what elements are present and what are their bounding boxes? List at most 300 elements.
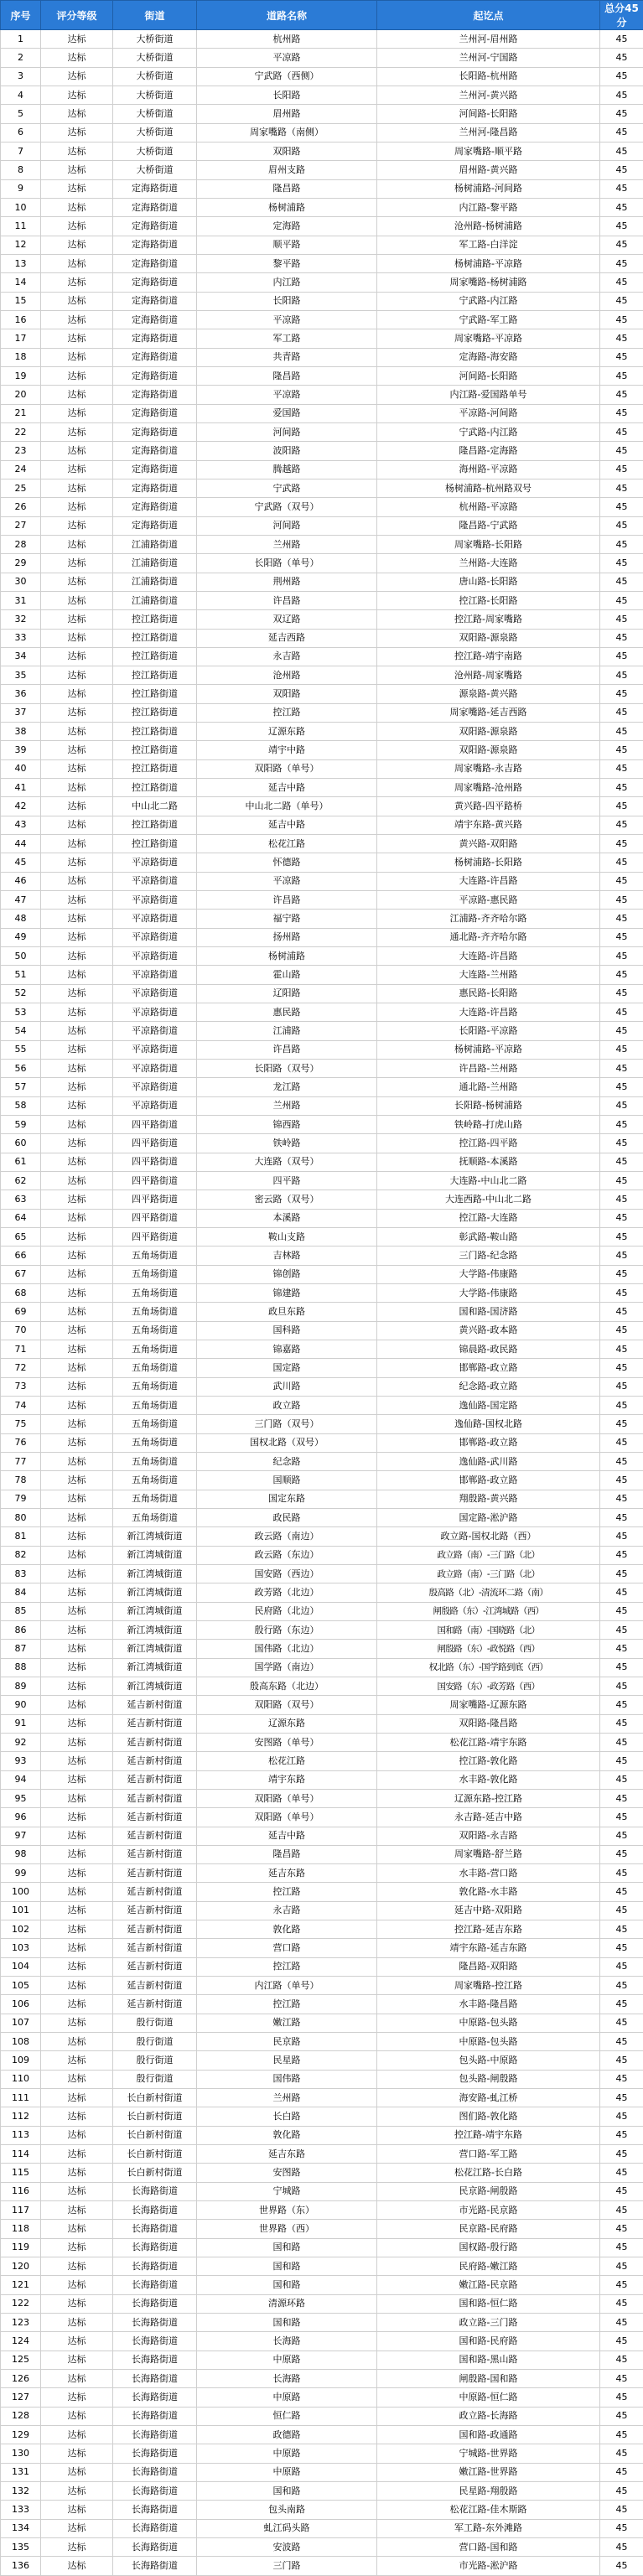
street-cell: 五角场街道	[113, 1321, 197, 1340]
start-end-cell: 周家嘴路-永吉路	[377, 759, 600, 778]
start-end-cell: 国定路-淞沪路	[377, 1508, 600, 1526]
grade-cell: 达标	[41, 2557, 113, 2575]
street-cell: 长海路街道	[113, 2501, 197, 2519]
road-name-cell: 国定东路	[197, 1490, 377, 1508]
table-row	[1, 2332, 643, 2351]
score-cell: 45	[600, 2051, 643, 2070]
road-name-cell: 靖宇中路	[197, 741, 377, 759]
score-cell: 45	[600, 2444, 643, 2463]
grade-cell: 达标	[41, 86, 113, 104]
table-row	[1, 479, 643, 497]
road-name-cell: 虬江码头路	[197, 2519, 377, 2537]
score-cell: 45	[600, 984, 643, 1003]
street-cell: 长海路街道	[113, 2351, 197, 2369]
score-cell: 45	[600, 966, 643, 984]
grade-cell: 达标	[41, 1620, 113, 1639]
index-cell: 14	[1, 273, 41, 292]
header-cell-score: 总分45分	[600, 1, 643, 30]
start-end-cell: 殷高路（北）-清流环二路（南）	[377, 1583, 600, 1602]
score-cell: 45	[600, 1265, 643, 1283]
grade-cell: 达标	[41, 2519, 113, 2537]
score-cell: 45	[600, 2501, 643, 2519]
index-cell: 62	[1, 1172, 41, 1190]
table-row	[1, 2033, 643, 2051]
street-cell: 平凉路街道	[113, 984, 197, 1003]
table-row	[1, 273, 643, 292]
table-row	[1, 1658, 643, 1677]
start-end-cell: 周家嘴路-顺平路	[377, 142, 600, 160]
index-cell: 20	[1, 386, 41, 404]
score-cell: 45	[600, 49, 643, 67]
table-row	[1, 1134, 643, 1153]
grade-cell: 达标	[41, 348, 113, 366]
score-cell: 45	[600, 86, 643, 104]
start-end-cell: 隆昌路-宁武路	[377, 516, 600, 535]
score-cell: 45	[600, 498, 643, 516]
road-name-cell: 长阳路	[197, 292, 377, 310]
start-end-cell: 宁武路-内江路	[377, 422, 600, 441]
road-name-cell: 平凉路	[197, 872, 377, 890]
grade-cell: 达标	[41, 254, 113, 272]
road-name-cell: 共青路	[197, 348, 377, 366]
street-cell: 大桥街道	[113, 30, 197, 49]
grade-cell: 达标	[41, 816, 113, 834]
start-end-cell: 靖宇东路-延吉东路	[377, 1939, 600, 1957]
index-cell: 66	[1, 1247, 41, 1265]
grade-cell: 达标	[41, 142, 113, 160]
start-end-cell: 控江路-靖宇东路	[377, 2126, 600, 2144]
street-cell: 五角场街道	[113, 1415, 197, 1433]
grade-cell: 达标	[41, 1714, 113, 1733]
road-name-cell: 国和路	[197, 2314, 377, 2332]
table-row	[1, 1096, 643, 1115]
street-cell: 长海路街道	[113, 2519, 197, 2537]
grade-cell: 达标	[41, 2033, 113, 2051]
table-row	[1, 1696, 643, 1714]
grade-cell: 达标	[41, 2220, 113, 2238]
table-row	[1, 1995, 643, 2014]
score-cell: 45	[600, 1789, 643, 1807]
index-cell: 85	[1, 1602, 41, 1620]
grade-cell: 达标	[41, 591, 113, 609]
score-cell: 45	[600, 516, 643, 535]
start-end-cell: 军工路-东外滩路	[377, 2519, 600, 2537]
score-cell: 45	[600, 1752, 643, 1770]
table-row	[1, 2370, 643, 2388]
start-end-cell: 闸殷路（东）-江湾城路（西）	[377, 1602, 600, 1620]
score-cell: 45	[600, 2238, 643, 2257]
street-cell: 平凉路街道	[113, 872, 197, 890]
index-cell: 83	[1, 1564, 41, 1583]
table-row	[1, 759, 643, 778]
index-cell: 125	[1, 2351, 41, 2369]
header-row	[1, 1, 643, 30]
street-cell: 延吉新村街道	[113, 1827, 197, 1845]
table-row	[1, 535, 643, 553]
start-end-cell: 逸仙路-国定路	[377, 1396, 600, 1414]
index-cell: 47	[1, 891, 41, 910]
road-name-cell: 世界路（西）	[197, 2220, 377, 2238]
start-end-cell: 翔殷路-黄兴路	[377, 1490, 600, 1508]
grade-cell: 达标	[41, 2145, 113, 2164]
table-row	[1, 1901, 643, 1920]
table-row	[1, 1583, 643, 1602]
table-row	[1, 404, 643, 422]
index-cell: 79	[1, 1490, 41, 1508]
street-cell: 大桥街道	[113, 161, 197, 179]
road-name-cell: 锦创路	[197, 1265, 377, 1283]
table-row	[1, 554, 643, 573]
street-cell: 定海路街道	[113, 460, 197, 479]
start-end-cell: 三门路-纪念路	[377, 1247, 600, 1265]
index-cell: 50	[1, 947, 41, 966]
table-row	[1, 460, 643, 479]
header-cell-index: 序号	[1, 1, 41, 30]
score-cell: 45	[600, 535, 643, 553]
table-row	[1, 2051, 643, 2070]
index-cell: 28	[1, 535, 41, 553]
index-cell: 3	[1, 67, 41, 86]
street-cell: 五角场街道	[113, 1490, 197, 1508]
start-end-cell: 松花江路-靖宇东路	[377, 1733, 600, 1751]
street-cell: 延吉新村街道	[113, 1995, 197, 2014]
start-end-cell: 控江路-敦化路	[377, 1752, 600, 1770]
score-cell: 45	[600, 703, 643, 722]
street-cell: 四平路街道	[113, 1116, 197, 1134]
index-cell: 34	[1, 647, 41, 666]
road-name-cell: 河间路	[197, 422, 377, 441]
road-name-cell: 国和路	[197, 2238, 377, 2257]
header-cell-grade: 评分等级	[41, 1, 113, 30]
score-cell: 45	[600, 591, 643, 609]
score-cell: 45	[600, 366, 643, 385]
header-cell-start-end: 起讫点	[377, 1, 600, 30]
grade-cell: 达标	[41, 1228, 113, 1247]
start-end-cell: 控江路-周家嘴路	[377, 610, 600, 629]
grade-cell: 达标	[41, 703, 113, 722]
start-end-cell: 民星路-翔殷路	[377, 2481, 600, 2500]
table-row	[1, 254, 643, 272]
street-cell: 新江湾城街道	[113, 1546, 197, 1564]
header-cell-road-name: 道路名称	[197, 1, 377, 30]
grade-cell: 达标	[41, 2463, 113, 2481]
index-cell: 122	[1, 2294, 41, 2313]
grade-cell: 达标	[41, 49, 113, 67]
table-row	[1, 498, 643, 516]
street-cell: 五角场街道	[113, 1471, 197, 1490]
grade-cell: 达标	[41, 1508, 113, 1526]
grade-cell: 达标	[41, 1527, 113, 1546]
index-cell: 130	[1, 2444, 41, 2463]
grade-cell: 达标	[41, 759, 113, 778]
street-cell: 五角场街道	[113, 1508, 197, 1526]
start-end-cell: 宁城路-世界路	[377, 2444, 600, 2463]
index-cell: 63	[1, 1190, 41, 1209]
score-cell: 45	[600, 1209, 643, 1227]
index-cell: 31	[1, 591, 41, 609]
road-name-cell: 四平路	[197, 1172, 377, 1190]
index-cell: 54	[1, 1022, 41, 1040]
table-row	[1, 1265, 643, 1283]
table-row	[1, 703, 643, 722]
grade-cell: 达标	[41, 910, 113, 928]
table-row	[1, 1490, 643, 1508]
table-row	[1, 123, 643, 142]
index-cell: 116	[1, 2182, 41, 2200]
index-cell: 69	[1, 1303, 41, 1321]
table-row	[1, 816, 643, 834]
grade-cell: 达标	[41, 2257, 113, 2276]
road-name-cell: 嫩江路	[197, 2014, 377, 2032]
start-end-cell: 民京路-民府路	[377, 2220, 600, 2238]
grade-cell: 达标	[41, 460, 113, 479]
score-cell: 45	[600, 2164, 643, 2182]
start-end-cell: 控江路-延吉东路	[377, 1920, 600, 1939]
street-cell: 控江路街道	[113, 741, 197, 759]
street-cell: 定海路街道	[113, 198, 197, 216]
index-cell: 88	[1, 1658, 41, 1677]
street-cell: 延吉新村街道	[113, 1808, 197, 1827]
start-end-cell: 兰州河-隆昌路	[377, 123, 600, 142]
street-cell: 殷行街道	[113, 2070, 197, 2088]
score-cell: 45	[600, 236, 643, 254]
road-name-cell: 长白路	[197, 2107, 377, 2126]
road-name-cell: 平凉路	[197, 310, 377, 329]
score-cell: 45	[600, 292, 643, 310]
start-end-cell: 江浦路-齐齐哈尔路	[377, 910, 600, 928]
street-cell: 长海路街道	[113, 2332, 197, 2351]
index-cell: 124	[1, 2332, 41, 2351]
score-cell: 45	[600, 1247, 643, 1265]
start-end-cell: 市光路-民京路	[377, 2201, 600, 2220]
table-row	[1, 1733, 643, 1751]
street-cell: 五角场街道	[113, 1433, 197, 1452]
table-row	[1, 741, 643, 759]
score-cell: 45	[600, 1396, 643, 1414]
score-cell: 45	[600, 310, 643, 329]
grade-cell: 达标	[41, 2014, 113, 2032]
road-name-cell: 杭州路	[197, 30, 377, 49]
score-cell: 45	[600, 161, 643, 179]
table-row	[1, 1770, 643, 1789]
table-row	[1, 2220, 643, 2238]
street-cell: 延吉新村街道	[113, 1789, 197, 1807]
score-cell: 45	[600, 2089, 643, 2107]
score-cell: 45	[600, 759, 643, 778]
index-cell: 109	[1, 2051, 41, 2070]
street-cell: 长海路街道	[113, 2370, 197, 2388]
road-name-cell: 宁武路	[197, 479, 377, 497]
start-end-cell: 政立路-国权北路（西）	[377, 1527, 600, 1546]
score-cell: 45	[600, 1508, 643, 1526]
road-name-cell: 控江路	[197, 703, 377, 722]
start-end-cell: 权北路（东）-国学路到底（西）	[377, 1658, 600, 1677]
street-cell: 平凉路街道	[113, 1096, 197, 1115]
start-end-cell: 铁岭路-打虎山路	[377, 1116, 600, 1134]
start-end-cell: 政立路-三门路	[377, 2314, 600, 2332]
road-name-cell: 永吉路	[197, 1901, 377, 1920]
street-cell: 长海路街道	[113, 2463, 197, 2481]
grade-cell: 达标	[41, 198, 113, 216]
road-name-cell: 隆昌路	[197, 179, 377, 198]
index-cell: 51	[1, 966, 41, 984]
score-cell: 45	[600, 1977, 643, 1995]
grade-cell: 达标	[41, 2370, 113, 2388]
score-cell: 45	[600, 2070, 643, 2088]
street-cell: 控江路街道	[113, 629, 197, 647]
start-end-cell: 大连路-兰州路	[377, 966, 600, 984]
grade-cell: 达标	[41, 947, 113, 966]
index-cell: 60	[1, 1134, 41, 1153]
start-end-cell: 黄兴路-政本路	[377, 1321, 600, 1340]
street-cell: 定海路街道	[113, 329, 197, 348]
start-end-cell: 锦晨路-政民路	[377, 1340, 600, 1358]
street-cell: 新江湾城街道	[113, 1620, 197, 1639]
road-name-cell: 眉州支路	[197, 161, 377, 179]
score-cell: 45	[600, 1546, 643, 1564]
start-end-cell: 国和路（南）-国晓路（北）	[377, 1620, 600, 1639]
road-name-cell: 周家嘴路（南侧）	[197, 123, 377, 142]
grade-cell: 达标	[41, 1471, 113, 1490]
grade-cell: 达标	[41, 2070, 113, 2088]
start-end-cell: 许昌路-兰州路	[377, 1060, 600, 1078]
table-row	[1, 1172, 643, 1190]
road-name-cell: 三门路（双号）	[197, 1415, 377, 1433]
score-cell: 45	[600, 1827, 643, 1845]
grade-cell: 达标	[41, 1134, 113, 1153]
table-body	[1, 30, 643, 2576]
index-cell: 53	[1, 1003, 41, 1022]
index-cell: 97	[1, 1827, 41, 1845]
road-name-cell: 定海路	[197, 217, 377, 236]
start-end-cell: 兰州路-大连路	[377, 554, 600, 573]
table-row	[1, 1714, 643, 1733]
street-cell: 五角场街道	[113, 1247, 197, 1265]
grade-cell: 达标	[41, 797, 113, 816]
grade-cell: 达标	[41, 366, 113, 385]
index-cell: 100	[1, 1883, 41, 1901]
street-cell: 控江路街道	[113, 759, 197, 778]
grade-cell: 达标	[41, 1640, 113, 1658]
start-end-cell: 闸殷路-国和路	[377, 2370, 600, 2388]
street-cell: 定海路街道	[113, 292, 197, 310]
road-name-cell: 许昌路	[197, 591, 377, 609]
road-name-cell: 国顺路	[197, 1471, 377, 1490]
grade-cell: 达标	[41, 685, 113, 703]
index-cell: 24	[1, 460, 41, 479]
grade-cell: 达标	[41, 1433, 113, 1452]
grade-cell: 达标	[41, 891, 113, 910]
street-cell: 五角场街道	[113, 1396, 197, 1414]
table-row	[1, 685, 643, 703]
start-end-cell: 国安路（东）-政芳路（西）	[377, 1677, 600, 1695]
street-cell: 长海路街道	[113, 2257, 197, 2276]
road-name-cell: 辽源东路	[197, 1714, 377, 1733]
road-name-cell: 怀德路	[197, 853, 377, 872]
start-end-cell: 沧州路-周家嘴路	[377, 666, 600, 685]
grade-cell: 达标	[41, 2164, 113, 2182]
table-row	[1, 1977, 643, 1995]
index-cell: 32	[1, 610, 41, 629]
street-cell: 五角场街道	[113, 1452, 197, 1470]
road-name-cell: 敦化路	[197, 2126, 377, 2144]
start-end-cell: 靖宇东路-黄兴路	[377, 816, 600, 834]
start-end-cell: 长阳路-杨树浦路	[377, 1096, 600, 1115]
index-cell: 77	[1, 1452, 41, 1470]
street-cell: 新江湾城街道	[113, 1527, 197, 1546]
index-cell: 129	[1, 2426, 41, 2444]
grade-cell: 达标	[41, 1957, 113, 1976]
grade-cell: 达标	[41, 1995, 113, 2014]
grade-cell: 达标	[41, 966, 113, 984]
road-name-cell: 锦西路	[197, 1116, 377, 1134]
grade-cell: 达标	[41, 1078, 113, 1096]
road-name-cell: 延吉中路	[197, 1827, 377, 1845]
score-cell: 45	[600, 254, 643, 272]
grade-cell: 达标	[41, 2332, 113, 2351]
index-cell: 25	[1, 479, 41, 497]
index-cell: 52	[1, 984, 41, 1003]
street-cell: 延吉新村街道	[113, 1714, 197, 1733]
table-row	[1, 2014, 643, 2032]
score-cell: 45	[600, 741, 643, 759]
table-row	[1, 386, 643, 404]
table-row	[1, 1003, 643, 1022]
score-cell: 45	[600, 1228, 643, 1247]
road-name-cell: 延吉西路	[197, 629, 377, 647]
street-cell: 定海路街道	[113, 498, 197, 516]
index-cell: 131	[1, 2463, 41, 2481]
grade-cell: 达标	[41, 1845, 113, 1863]
score-cell: 45	[600, 1808, 643, 1827]
road-name-cell: 松花江路	[197, 1752, 377, 1770]
score-cell: 45	[600, 835, 643, 853]
index-cell: 71	[1, 1340, 41, 1358]
score-cell: 45	[600, 2407, 643, 2425]
street-cell: 延吉新村街道	[113, 1864, 197, 1883]
table-row	[1, 2426, 643, 2444]
street-cell: 长海路街道	[113, 2426, 197, 2444]
start-end-cell: 兰州河-眉州路	[377, 30, 600, 49]
road-name-cell: 世界路（东）	[197, 2201, 377, 2220]
table-row	[1, 1564, 643, 1583]
road-name-cell: 兰州路	[197, 1096, 377, 1115]
score-cell: 45	[600, 1957, 643, 1976]
grade-cell: 达标	[41, 1658, 113, 1677]
score-cell: 45	[600, 1283, 643, 1302]
street-cell: 定海路街道	[113, 348, 197, 366]
index-cell: 98	[1, 1845, 41, 1863]
table-row	[1, 1620, 643, 1639]
start-end-cell: 平凉路-惠民路	[377, 891, 600, 910]
table-row	[1, 1022, 643, 1040]
street-cell: 控江路街道	[113, 816, 197, 834]
start-end-cell: 政立路-长海路	[377, 2407, 600, 2425]
grade-cell: 达标	[41, 105, 113, 123]
road-name-cell: 锦嘉路	[197, 1340, 377, 1358]
table-row	[1, 67, 643, 86]
road-name-cell: 沧州路	[197, 666, 377, 685]
start-end-cell: 大学路-伟康路	[377, 1283, 600, 1302]
score-cell: 45	[600, 2201, 643, 2220]
score-cell: 45	[600, 105, 643, 123]
index-cell: 73	[1, 1377, 41, 1396]
table-row	[1, 1827, 643, 1845]
table-row	[1, 516, 643, 535]
index-cell: 49	[1, 928, 41, 946]
road-name-cell: 靖宇东路	[197, 1770, 377, 1789]
street-cell: 定海路街道	[113, 254, 197, 272]
